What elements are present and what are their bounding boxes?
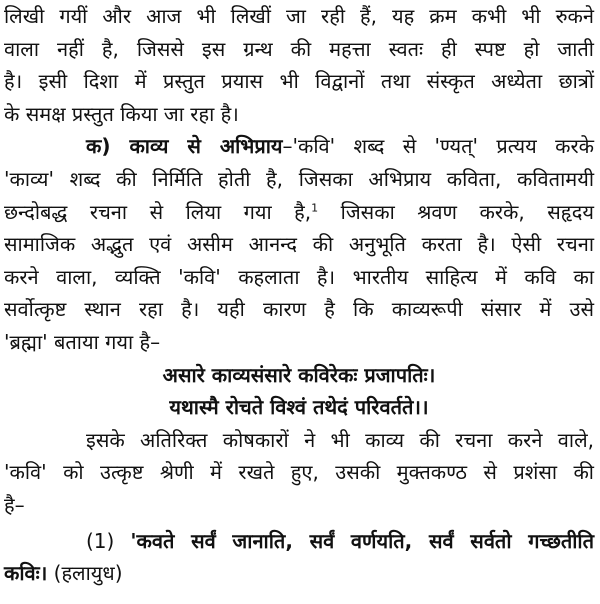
verse-line: असारे काव्यसंसारे कविरेकः प्रजापतिः। xyxy=(162,362,436,387)
quote-number: (1) xyxy=(86,528,131,553)
quote-source: (हलायुध) xyxy=(47,561,123,586)
document-page xyxy=(4,0,594,590)
quote-line xyxy=(4,525,594,558)
text-line: 'ब्रह्मा' बताया गया है– xyxy=(4,329,161,354)
text-line: 'कवि' को उत्कृष्ट श्रेणी में रखते हुए, उसकी मुक्तकण्ठ से प्रशंसा की xyxy=(4,460,594,485)
text-line: सामाजिक अद्भुत एवं असीम आनन्द की अनुभूति करता है। ऐसी रचना xyxy=(4,232,594,257)
text-line: के समक्ष प्रस्तुत किया जा रहा है। xyxy=(4,101,239,126)
verse-line: यथास्मै रोचते विश्वं तथेदं परिवर्तते।। xyxy=(169,395,429,420)
text-line: 'काव्य' शब्द की निर्मिति होती है, जिसका अभिप्राय कविता, कवितामयी xyxy=(4,166,594,191)
section-first-line xyxy=(4,130,594,163)
quote-text: कविः। xyxy=(4,561,48,586)
quote-text: 'कवते सर्वं जानाति, सर्वं वर्णयति, सर्वं सर्वतो गच्छतीति xyxy=(130,528,594,553)
text-line: है– xyxy=(4,492,25,517)
footnote-ref[interactable]: 1 xyxy=(311,200,319,214)
text-line: इसके अतिरिक्त कोषकारों ने भी काव्य की रचना करने वाले, xyxy=(86,427,594,452)
quote-line xyxy=(4,557,594,590)
text-line: वाला नहीं है, जिससे इस ग्रन्थ की महत्ता स्वतः ही स्पष्ट हो जाती xyxy=(4,36,594,61)
text-line xyxy=(4,196,594,229)
text-span: –'कवि' शब्द से 'ण्यत्' प्रत्यय करके xyxy=(282,134,594,159)
text-line: लिखी गयीं और आज भी लिखीं जा रही हैं, यह क्रम कभी भी रुकने xyxy=(4,4,594,28)
text-line: करने वाला, व्यक्ति 'कवि' कहलाता है। भारतीय साहित्य में कवि का xyxy=(4,264,594,289)
text-span: छन्दोबद्ध रचना से लिया गया है, xyxy=(4,199,312,224)
text-line: है। इसी दिशा में प्रस्तुत प्रयास भी विद्वानों तथा संस्कृत अध्येता छात्रों xyxy=(4,69,594,94)
text-span: जिसका श्रवण करके, सहृदय xyxy=(318,199,595,224)
text-line: सर्वोत्कृष्ट स्थान रहा है। यही कारण है कि काव्यरूपी संसार में उसे xyxy=(4,297,594,322)
section-heading: क) काव्य से अभिप्राय xyxy=(86,134,283,159)
